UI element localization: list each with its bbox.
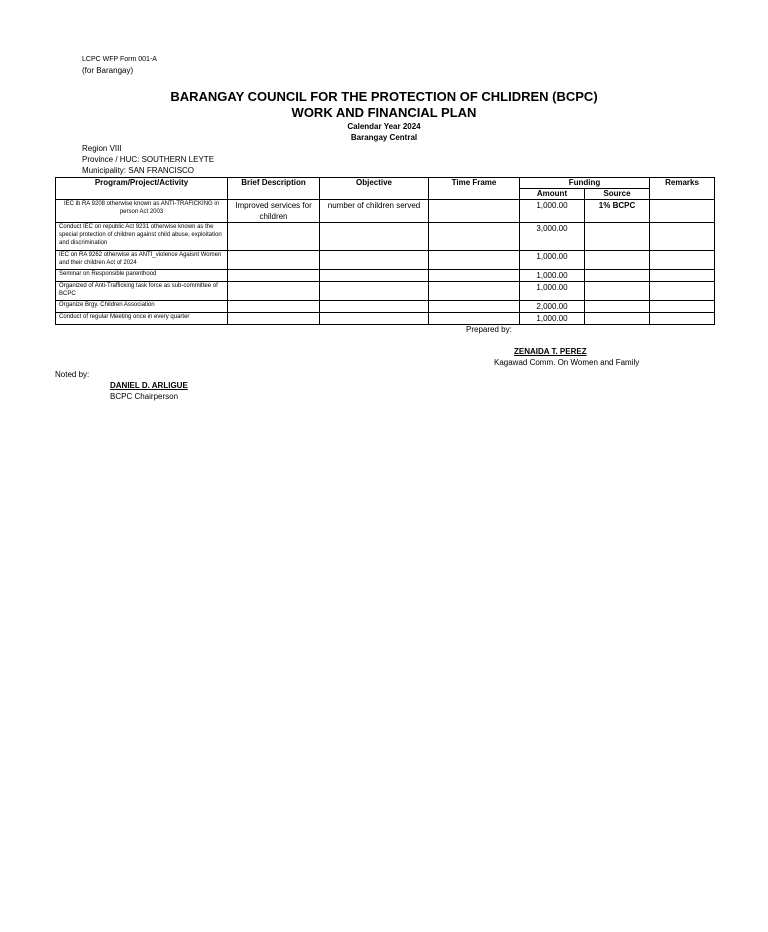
description-cell xyxy=(228,223,320,251)
noted-by-label: Noted by: xyxy=(55,370,90,379)
time-frame-cell xyxy=(429,313,520,325)
remarks-cell xyxy=(650,301,715,313)
source-cell xyxy=(585,313,650,325)
remarks-cell xyxy=(650,223,715,251)
remarks-cell xyxy=(650,200,715,223)
description-cell xyxy=(228,313,320,325)
noter-name: DANIEL D. ARLIGUE xyxy=(110,381,188,390)
remarks-cell xyxy=(650,270,715,282)
header-remarks: Remarks xyxy=(650,178,715,200)
amount-cell: 2,000.00 xyxy=(520,301,585,313)
noter-title: BCPC Chairperson xyxy=(110,392,179,401)
table-row xyxy=(56,282,715,301)
table-row xyxy=(56,223,715,251)
preparer-name: ZENAIDA T. PEREZ xyxy=(514,347,587,356)
description-cell xyxy=(228,282,320,301)
prepared-by-label: Prepared by: xyxy=(466,325,512,334)
time-frame-cell xyxy=(429,223,520,251)
header-time-frame: Time Frame xyxy=(429,178,520,200)
table-row xyxy=(56,251,715,270)
activity-cell: Organize Brgy. Children Association xyxy=(56,301,228,313)
source-cell xyxy=(585,223,650,251)
source-cell xyxy=(585,251,650,270)
description-cell xyxy=(228,270,320,282)
table-row xyxy=(56,301,715,313)
remarks-cell xyxy=(650,251,715,270)
header-objective: Objective xyxy=(320,178,429,200)
time-frame-cell xyxy=(429,200,520,223)
description-cell: Improved services for children xyxy=(228,200,320,223)
time-frame-cell xyxy=(429,270,520,282)
preparer-title: Kagawad Comm. On Women and Family xyxy=(494,358,640,367)
time-frame-cell xyxy=(429,251,520,270)
table-row xyxy=(56,313,715,325)
description-cell xyxy=(228,251,320,270)
activity-cell: IEC on RA 9262 otherwise as ANTI_violence Agaisnt Women and their children Act of 2024 xyxy=(56,251,228,270)
objective-cell xyxy=(320,282,429,301)
province-label: Province / HUC: SOUTHERN LEYTE xyxy=(82,155,215,164)
header-source: Source xyxy=(585,189,650,200)
amount-cell: 1,000.00 xyxy=(520,282,585,301)
header-activity: Program/Project/Activity xyxy=(56,178,228,200)
objective-cell xyxy=(320,251,429,270)
table-row xyxy=(56,270,715,282)
form-scope: (for Barangay) xyxy=(82,66,134,75)
remarks-cell xyxy=(650,282,715,301)
work-financial-plan-table xyxy=(55,177,715,325)
source-cell xyxy=(585,270,650,282)
amount-cell: 3,000.00 xyxy=(520,223,585,251)
amount-cell: 1,000.00 xyxy=(520,313,585,325)
time-frame-cell xyxy=(429,301,520,313)
objective-cell xyxy=(320,313,429,325)
objective-cell: number of children served xyxy=(320,200,429,223)
document-title: BARANGAY COUNCIL FOR THE PROTECTION OF CHLIDREN (BCPC) xyxy=(170,89,598,104)
amount-cell: 1,000.00 xyxy=(520,270,585,282)
activity-cell: IEC ib RA 9208 otherwise known as ANTI-TRAFICKING in person Act 2003 xyxy=(56,200,228,223)
time-frame-cell xyxy=(429,282,520,301)
form-code: LCPC WFP Form 001-A xyxy=(82,56,157,63)
document-subtitle: WORK AND FINANCIAL PLAN xyxy=(291,105,477,120)
calendar-year: Calendar Year 2024 xyxy=(347,122,421,131)
remarks-cell xyxy=(650,313,715,325)
header-funding: Funding xyxy=(520,178,650,189)
header-amount: Amount xyxy=(520,189,585,200)
region-label: Region VIII xyxy=(82,144,122,153)
activity-cell: Organized of Anti-Trafficking task force as sub-committee of BCPC xyxy=(56,282,228,301)
table-row xyxy=(56,200,715,223)
activity-cell: Seminar on Responsible parenthood xyxy=(56,270,228,282)
objective-cell xyxy=(320,301,429,313)
barangay-name: Barangay Central xyxy=(350,133,418,142)
municipality-label: Municipality: SAN FRANCISCO xyxy=(82,166,195,175)
header-description: Brief Description xyxy=(228,178,320,200)
amount-cell: 1,000.00 xyxy=(520,251,585,270)
activity-cell: Conduct IEC on republic Act 9231 otherwise known as the special protection of children against child abuse, exploitation and discrimination xyxy=(56,223,228,251)
description-cell xyxy=(228,301,320,313)
source-cell xyxy=(585,301,650,313)
source-cell: 1% BCPC xyxy=(585,200,650,223)
source-cell xyxy=(585,282,650,301)
amount-cell: 1,000.00 xyxy=(520,200,585,223)
activity-cell: Conduct of regular Meeting once in every quarter xyxy=(56,313,228,325)
objective-cell xyxy=(320,270,429,282)
objective-cell xyxy=(320,223,429,251)
